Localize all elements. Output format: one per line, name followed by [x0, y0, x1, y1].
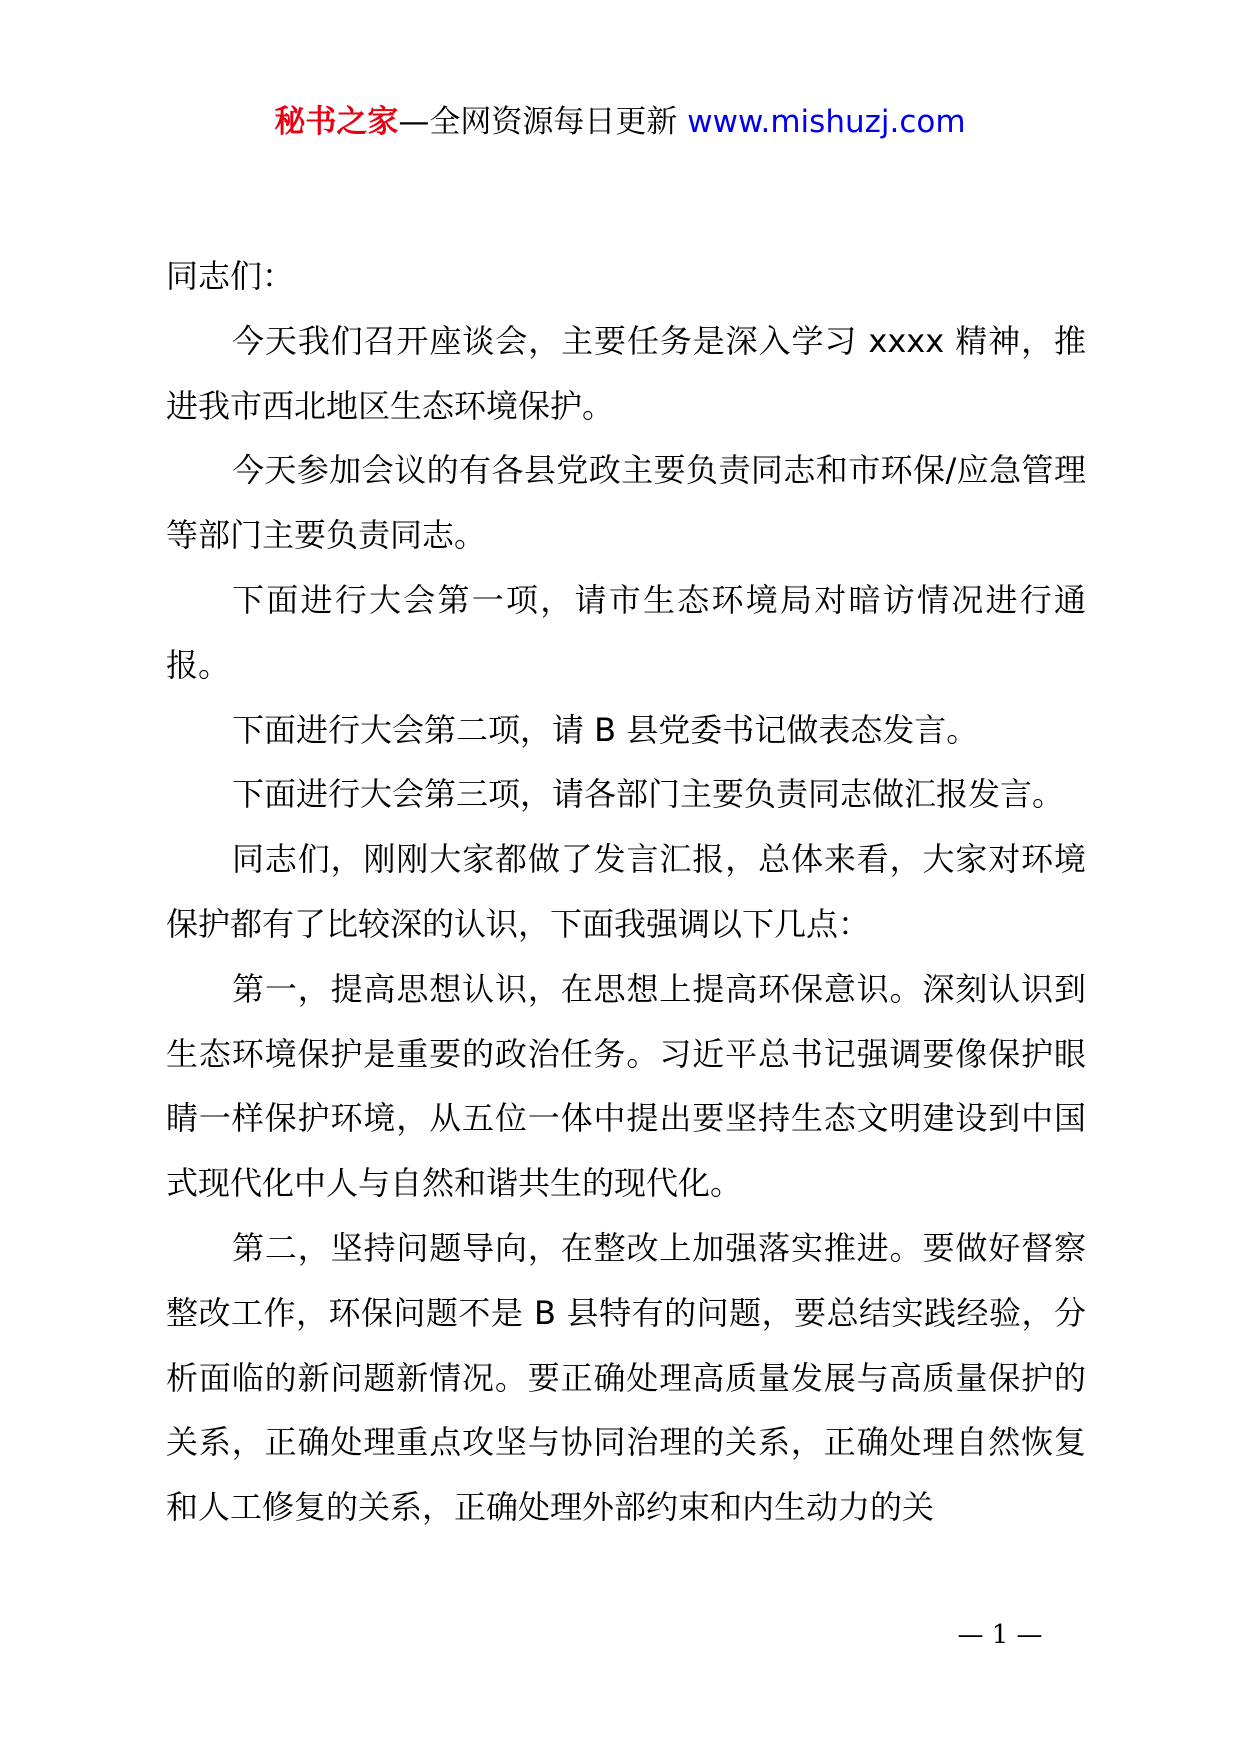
paragraph: 同志们，刚刚大家都做了发言汇报，总体来看，大家对环境保护都有了比较深的认识，下面我强调以下几点： [166, 840, 1086, 943]
document-body [166, 244, 1086, 1540]
site-link[interactable]: www.mishuzj.com [687, 104, 966, 140]
site-tagline: —全网资源每日更新 [398, 104, 678, 140]
paragraph: 第二，坚持问题导向，在整改上加强落实推进。要做好督察整改工作，环保问题不是 B 县特有的问题，要总结实践经验，分析面临的新问题新情况。要正确处理高质量发展与高质量保护的关系，正确处理重点攻坚与协同治理的关系，正确处理自然恢复和人工修复的关系，正确处理外部约束和内生动力的关 [166, 1228, 1086, 1527]
paragraph: 今天参加会议的有各县党政主要负责同志和市环保/应急管理等部门主要负责同志。 [166, 451, 1086, 555]
site-header [0, 100, 1240, 144]
paragraph: 第一，提高思想认识，在思想上提高环保意识。深刻认识到生态环境保护是重要的政治任务。习近平总书记强调要像保护眼睛一样保护环境，从五位一体中提出要坚持生态文明建设到中国式现代化中人与自然和谐共生的现代化。 [166, 969, 1086, 1203]
paragraph: 下面进行大会第一项，请市生态环境局对暗访情况进行通报。 [166, 580, 1086, 684]
paragraph: 下面进行大会第三项，请各部门主要负责同志做汇报发言。 [232, 775, 1065, 814]
salutation: 同志们： [166, 257, 295, 295]
paragraph: 今天我们召开座谈会，主要任务是深入学习 xxxx 精神，推进我市西北地区生态环境保护。 [166, 321, 1086, 425]
page-number: — 1 — [957, 1620, 1043, 1650]
paragraph: 下面进行大会第二项，请 B 县党委书记做表态发言。 [232, 710, 979, 749]
site-brand: 秘书之家 [274, 104, 399, 140]
